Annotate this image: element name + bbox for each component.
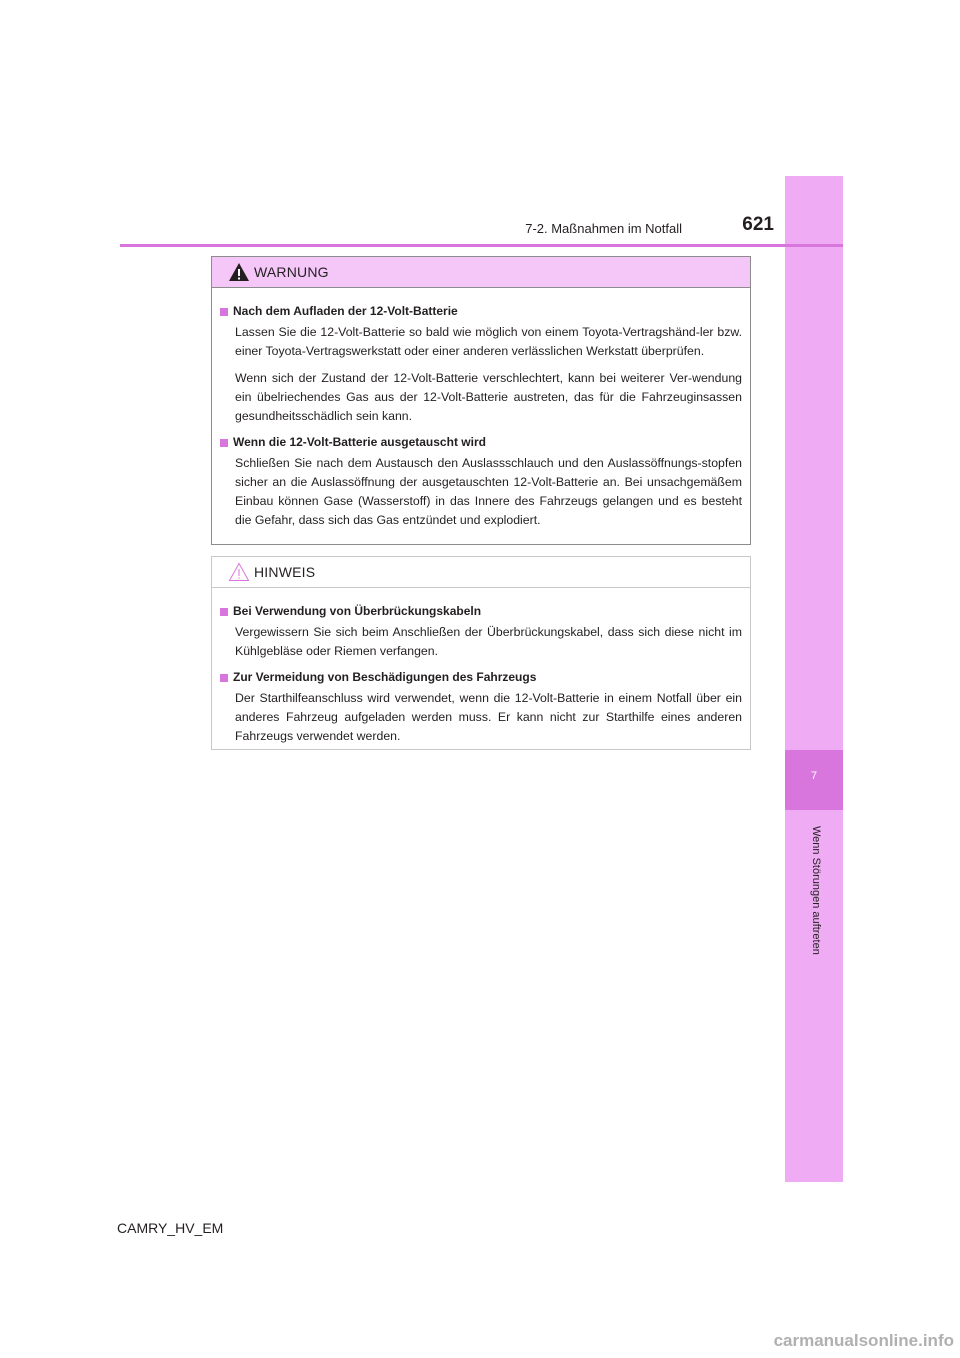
warning-triangle-outline-icon bbox=[228, 562, 250, 582]
warning-paragraph: Wenn sich der Zustand der 12-Volt-Batterie verschlechtert, kann bei weiterer Ver-wendung ein übelriechendes Gas aus der 12-Volt-Batterie austreten, das für die Fahrzeuginsassen gesundheitsschädlich sein kann. bbox=[235, 371, 742, 423]
notice-item-heading: Zur Vermeidung von Beschädigungen des Fahrzeugs bbox=[220, 669, 742, 686]
warning-body bbox=[212, 288, 750, 530]
warning-title: WARNUNG bbox=[254, 264, 329, 280]
chapter-number-block bbox=[785, 750, 843, 810]
square-bullet-icon bbox=[220, 608, 228, 616]
square-bullet-icon bbox=[220, 308, 228, 316]
warning-item-heading: Wenn die 12-Volt-Batterie ausgetauscht wird bbox=[220, 434, 742, 451]
header-divider bbox=[120, 244, 843, 247]
notice-paragraph: Der Starthilfeanschluss wird verwendet, wenn die 12-Volt-Batterie in einem Notfall über ein anderes Fahrzeug aufgeladen werden muss. Er kann nicht zur Starthilfe eines anderen Fahrzeugs verwendet werden. bbox=[235, 691, 742, 743]
watermark: carmanualsonline.info bbox=[773, 1331, 954, 1350]
chapter-number: 7 bbox=[810, 770, 818, 782]
warning-item-heading: Nach dem Aufladen der 12-Volt-Batterie bbox=[220, 303, 742, 320]
document-code: CAMRY_HV_EM bbox=[117, 1220, 224, 1236]
chapter-side-tab bbox=[785, 176, 843, 1182]
warning-header bbox=[212, 257, 750, 288]
notice-box bbox=[211, 556, 751, 750]
warning-paragraph: Lassen Sie die 12-Volt-Batterie so bald wie möglich von einem Toyota-Vertragshänd-ler bzw. einer Toyota-Vertragswerkstatt oder einer anderen verlässlichen Werkstatt überprüfen. bbox=[235, 325, 742, 358]
notice-item-heading: Bei Verwendung von Überbrückungskabeln bbox=[220, 603, 742, 620]
warning-paragraph: Schließen Sie nach dem Austausch den Auslassschlauch und den Auslassöffnungs-stopfen sicher an die Auslassöffnung der ausgetauschten 12-Volt-Batterie an. Bei unsachgemäßem Einbau können Gase (Wasserstoff) in das Innere des Fahrzeugs gelangen und es besteht die Gefahr, dass sich das Gas entzündet und explodiert. bbox=[235, 456, 742, 527]
notice-title: HINWEIS bbox=[254, 564, 316, 580]
warning-triangle-filled-icon bbox=[228, 262, 250, 282]
notice-body bbox=[212, 588, 750, 746]
square-bullet-icon bbox=[220, 439, 228, 447]
page-number: 621 bbox=[742, 214, 774, 235]
square-bullet-icon bbox=[220, 674, 228, 682]
notice-paragraph: Vergewissern Sie sich beim Anschließen der Überbrückungskabel, dass sich diese nicht im Kühlgebläse oder Riemen verfangen. bbox=[235, 625, 742, 658]
section-title: 7-2. Maßnahmen im Notfall bbox=[525, 221, 682, 236]
chapter-label: Wenn Störungen auftreten bbox=[810, 826, 822, 955]
warning-box bbox=[211, 256, 751, 545]
notice-header bbox=[212, 557, 750, 588]
